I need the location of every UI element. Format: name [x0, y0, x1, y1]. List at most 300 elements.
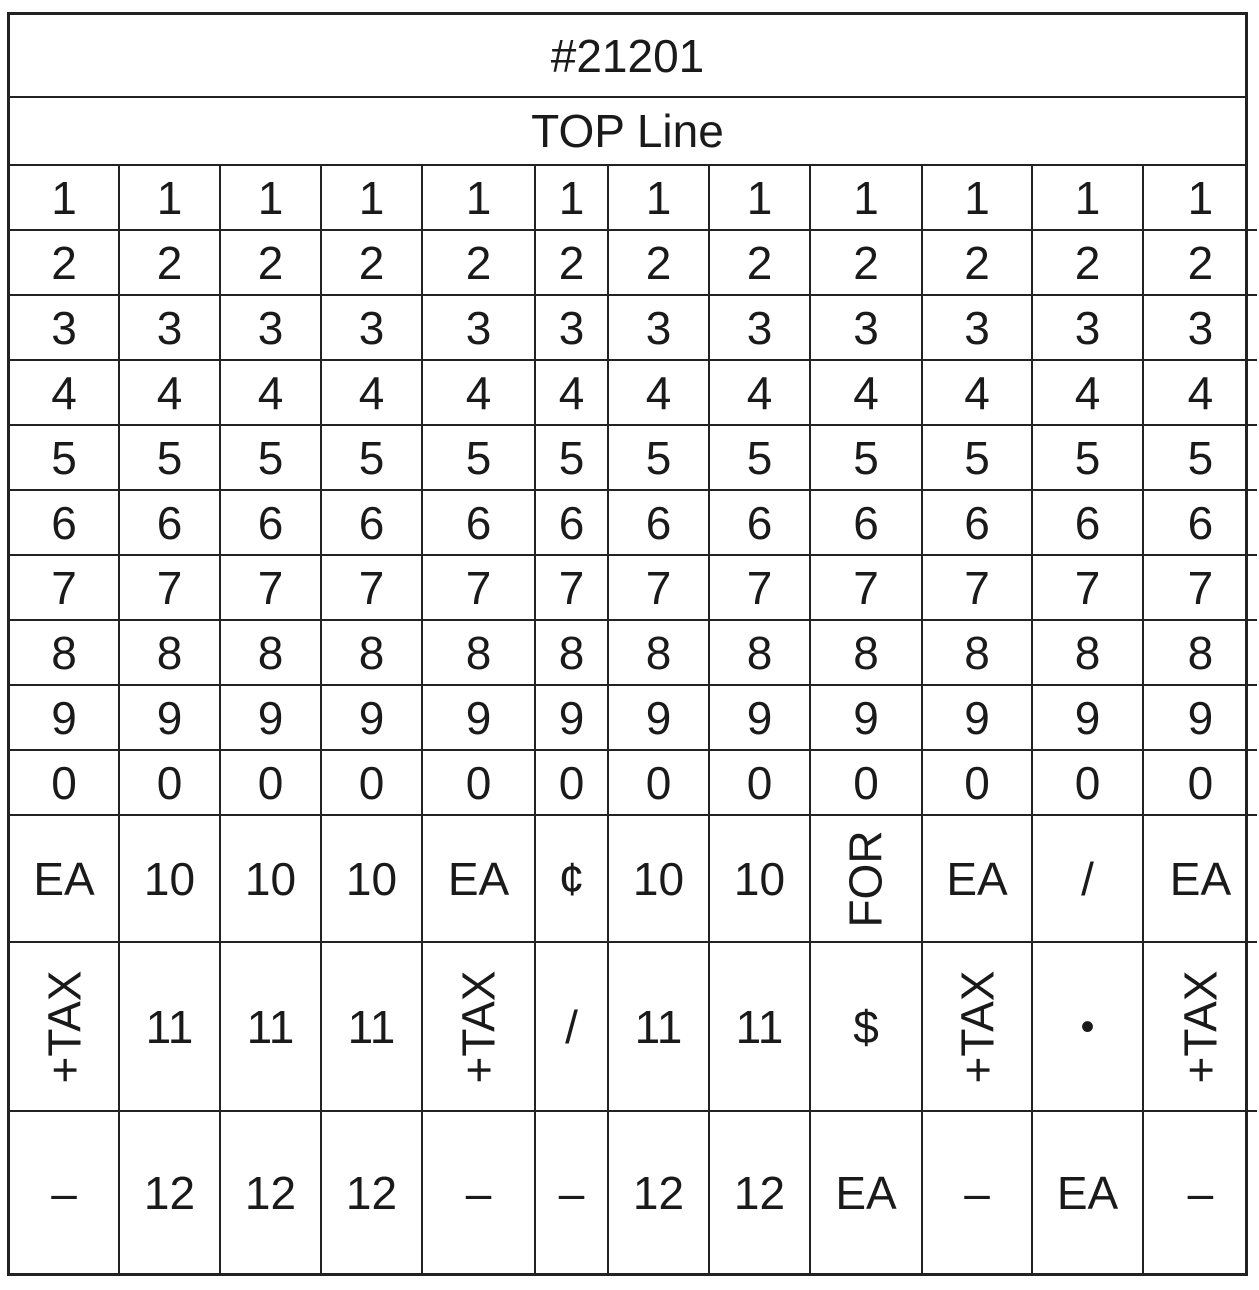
band-layout-sheet: [7, 12, 1248, 1276]
band-cell-r3-c6: [536, 296, 609, 361]
band-cell-text: 0: [853, 756, 879, 809]
band-cell-r5-c3: [221, 426, 322, 491]
band-cell-r1-c10: [923, 166, 1033, 231]
band-cell-r12-c10: [923, 943, 1033, 1112]
band-cell-r11-c2: [120, 816, 221, 943]
band-cell-r10-c2: [120, 751, 221, 816]
band-cell-r2-c9: [811, 231, 923, 296]
band-cell-text: 3: [465, 301, 492, 354]
band-cell-r10-c5: [423, 751, 536, 816]
band-cell-text: 5: [1187, 431, 1214, 484]
band-cell-text: 8: [746, 626, 773, 679]
band-cell-text: 11: [735, 1000, 784, 1053]
band-cell-r11-c9: [811, 816, 923, 943]
band-cell-text: 3: [1187, 301, 1214, 354]
band-cell-r8-c4: [322, 621, 423, 686]
band-cell-r8-c6: [536, 621, 609, 686]
band-cell-text: 9: [1074, 691, 1101, 744]
band-cell-text: 2: [465, 236, 492, 289]
band-cell-text: EA: [1056, 1166, 1119, 1219]
band-cell-text: 3: [746, 301, 773, 354]
band-cell-text: 8: [964, 626, 990, 679]
band-cell-r2-c8: [710, 231, 811, 296]
band-cell-text: 1: [645, 171, 672, 224]
band-cell-text: –: [964, 1166, 990, 1219]
band-cell-text: 10: [244, 852, 297, 905]
band-cell-text: 9: [257, 691, 284, 744]
band-cell-r6-c3: [221, 491, 322, 556]
band-cell-text: 1: [964, 171, 990, 224]
band-cell-text: 9: [645, 691, 672, 744]
band-cell-r13-c1: [10, 1112, 120, 1273]
band-cell-r12-c8: [710, 943, 811, 1112]
band-cell-text: 0: [1187, 756, 1214, 809]
band-cell-text: 7: [746, 561, 773, 614]
band-cell-r3-c12: [1144, 296, 1257, 361]
band-cell-text: 6: [558, 496, 585, 549]
band-cell-r6-c6: [536, 491, 609, 556]
band-cell-text: –: [558, 1166, 585, 1219]
band-cell-text: 0: [964, 756, 990, 809]
band-cell-r9-c8: [710, 686, 811, 751]
band-cell-r3-c3: [221, 296, 322, 361]
band-cell-r7-c4: [322, 556, 423, 621]
band-cell-text: 9: [358, 691, 385, 744]
band-cell-text: 7: [853, 561, 879, 614]
band-cell-text: –: [51, 1166, 77, 1219]
band-cell-r7-c7: [609, 556, 710, 621]
band-cell-text: 6: [1187, 496, 1214, 549]
band-cell-r6-c9: [811, 491, 923, 556]
band-cell-r8-c10: [923, 621, 1033, 686]
band-cell-text: 0: [1074, 756, 1101, 809]
band-cell-r13-c9: [811, 1112, 923, 1273]
band-cell-text: 2: [746, 236, 773, 289]
band-cell-text: 1: [746, 171, 773, 224]
band-cell-text: +TAX: [951, 970, 1004, 1083]
band-cell-r9-c2: [120, 686, 221, 751]
band-cell-r13-c7: [609, 1112, 710, 1273]
band-cell-text: 6: [51, 496, 77, 549]
band-cell-r13-c6: [536, 1112, 609, 1273]
band-cell-r12-c11: [1033, 943, 1144, 1112]
band-cell-r13-c3: [221, 1112, 322, 1273]
band-cell-text: 6: [853, 496, 879, 549]
band-cell-text: 3: [645, 301, 672, 354]
band-cell-r8-c2: [120, 621, 221, 686]
band-cell-text: 9: [853, 691, 879, 744]
band-cell-text: 12: [143, 1166, 196, 1219]
band-cell-r7-c3: [221, 556, 322, 621]
band-cell-r13-c5: [423, 1112, 536, 1273]
band-cell-text: 7: [156, 561, 183, 614]
band-cell-text: 2: [1187, 236, 1214, 289]
band-cell-r1-c11: [1033, 166, 1144, 231]
band-cell-text: 11: [246, 1000, 295, 1053]
band-cell-text: 10: [143, 852, 196, 905]
band-cell-text: +TAX: [452, 970, 505, 1083]
band-cell-r2-c11: [1033, 231, 1144, 296]
band-cell-text: 1: [465, 171, 492, 224]
band-cell-r10-c12: [1144, 751, 1257, 816]
band-cell-text: /: [565, 1000, 578, 1053]
band-cell-r13-c8: [710, 1112, 811, 1273]
band-cell-text: 0: [558, 756, 585, 809]
band-cell-text: 8: [358, 626, 385, 679]
band-cell-text: 4: [558, 366, 585, 419]
band-cell-text: 12: [733, 1166, 786, 1219]
band-cell-r13-c12: [1144, 1112, 1257, 1273]
band-cell-text: 7: [964, 561, 990, 614]
band-cell-text: 11: [145, 1000, 194, 1053]
band-cell-r2-c5: [423, 231, 536, 296]
band-cell-r4-c6: [536, 361, 609, 426]
band-cell-r12-c3: [221, 943, 322, 1112]
band-cell-text: 6: [465, 496, 492, 549]
band-cell-r7-c9: [811, 556, 923, 621]
band-cell-text: 8: [1187, 626, 1214, 679]
band-cell-text: 3: [358, 301, 385, 354]
band-cell-r6-c12: [1144, 491, 1257, 556]
band-cell-r13-c2: [120, 1112, 221, 1273]
band-cell-r1-c12: [1144, 166, 1257, 231]
band-cell-r7-c12: [1144, 556, 1257, 621]
band-cell-r4-c1: [10, 361, 120, 426]
band-cell-text: 0: [257, 756, 284, 809]
band-grid: [10, 166, 1245, 1273]
band-cell-r11-c1: [10, 816, 120, 943]
band-cell-r1-c9: [811, 166, 923, 231]
band-cell-r6-c7: [609, 491, 710, 556]
band-cell-r11-c5: [423, 816, 536, 943]
band-cell-text: 5: [358, 431, 385, 484]
band-cell-text: 5: [156, 431, 183, 484]
band-cell-r5-c9: [811, 426, 923, 491]
band-cell-r10-c7: [609, 751, 710, 816]
band-cell-text: 2: [257, 236, 284, 289]
band-cell-text: 7: [257, 561, 284, 614]
band-cell-text: 5: [964, 431, 990, 484]
band-cell-r2-c1: [10, 231, 120, 296]
band-cell-r9-c10: [923, 686, 1033, 751]
band-cell-r10-c6: [536, 751, 609, 816]
band-cell-r1-c7: [609, 166, 710, 231]
band-cell-r2-c7: [609, 231, 710, 296]
band-cell-text: 9: [964, 691, 990, 744]
band-cell-r7-c2: [120, 556, 221, 621]
band-cell-r8-c12: [1144, 621, 1257, 686]
band-cell-text: $: [853, 1000, 879, 1053]
band-cell-text: +TAX: [1174, 970, 1227, 1083]
band-cell-r10-c3: [221, 751, 322, 816]
band-cell-r6-c11: [1033, 491, 1144, 556]
band-cell-r6-c2: [120, 491, 221, 556]
band-cell-text: 0: [51, 756, 77, 809]
band-cell-r4-c11: [1033, 361, 1144, 426]
band-cell-text: 4: [465, 366, 492, 419]
band-cell-r7-c5: [423, 556, 536, 621]
band-cell-r5-c6: [536, 426, 609, 491]
band-cell-text: 7: [51, 561, 77, 614]
band-cell-text: 5: [645, 431, 672, 484]
band-cell-text: EA: [1169, 852, 1232, 905]
band-cell-text: 10: [345, 852, 398, 905]
band-cell-r13-c10: [923, 1112, 1033, 1273]
band-cell-r3-c9: [811, 296, 923, 361]
band-cell-r1-c2: [120, 166, 221, 231]
band-cell-r1-c8: [710, 166, 811, 231]
band-cell-text: 4: [51, 366, 77, 419]
band-cell-r9-c4: [322, 686, 423, 751]
band-cell-r2-c6: [536, 231, 609, 296]
band-cell-text: 6: [746, 496, 773, 549]
band-cell-text: 4: [257, 366, 284, 419]
band-cell-r10-c8: [710, 751, 811, 816]
band-cell-text: 0: [746, 756, 773, 809]
band-cell-r10-c11: [1033, 751, 1144, 816]
band-cell-r11-c10: [923, 816, 1033, 943]
band-cell-r8-c9: [811, 621, 923, 686]
band-cell-r6-c4: [322, 491, 423, 556]
band-cell-r3-c11: [1033, 296, 1144, 361]
band-cell-text: 2: [1074, 236, 1101, 289]
band-cell-r12-c12: [1144, 943, 1257, 1112]
band-cell-text: 4: [746, 366, 773, 419]
band-cell-r10-c10: [923, 751, 1033, 816]
band-cell-r13-c4: [322, 1112, 423, 1273]
band-cell-r9-c1: [10, 686, 120, 751]
band-cell-r9-c11: [1033, 686, 1144, 751]
band-cell-text: 5: [558, 431, 585, 484]
band-cell-text: 3: [1074, 301, 1101, 354]
band-cell-text: 1: [156, 171, 183, 224]
band-cell-r11-c6: [536, 816, 609, 943]
band-cell-text: +TAX: [38, 970, 91, 1083]
band-cell-r3-c8: [710, 296, 811, 361]
band-cell-r5-c12: [1144, 426, 1257, 491]
band-cell-r10-c9: [811, 751, 923, 816]
band-cell-r9-c7: [609, 686, 710, 751]
band-cell-r8-c7: [609, 621, 710, 686]
band-cell-text: 1: [1074, 171, 1101, 224]
band-cell-r8-c3: [221, 621, 322, 686]
band-cell-text: 6: [156, 496, 183, 549]
band-cell-r4-c5: [423, 361, 536, 426]
band-cell-r9-c12: [1144, 686, 1257, 751]
band-cell-r7-c11: [1033, 556, 1144, 621]
band-cell-r11-c7: [609, 816, 710, 943]
band-cell-text: 2: [358, 236, 385, 289]
band-cell-text: 1: [257, 171, 284, 224]
band-cell-r5-c10: [923, 426, 1033, 491]
band-cell-r1-c5: [423, 166, 536, 231]
band-cell-text: 9: [558, 691, 585, 744]
band-cell-r11-c11: [1033, 816, 1144, 943]
band-cell-r4-c10: [923, 361, 1033, 426]
band-cell-text: 7: [1074, 561, 1101, 614]
band-cell-text: 9: [51, 691, 77, 744]
band-cell-r4-c3: [221, 361, 322, 426]
band-cell-r8-c8: [710, 621, 811, 686]
band-cell-text: 12: [244, 1166, 297, 1219]
band-cell-text: 11: [347, 1000, 396, 1053]
band-cell-text: EA: [33, 852, 95, 905]
band-cell-text: –: [1187, 1166, 1214, 1219]
band-cell-r5-c8: [710, 426, 811, 491]
band-cell-r8-c5: [423, 621, 536, 686]
band-cell-text: •: [1080, 1004, 1095, 1049]
band-cell-r7-c8: [710, 556, 811, 621]
band-cell-r11-c8: [710, 816, 811, 943]
band-cell-text: 9: [1187, 691, 1214, 744]
band-cell-r1-c3: [221, 166, 322, 231]
band-cell-text: 9: [465, 691, 492, 744]
band-cell-r3-c10: [923, 296, 1033, 361]
band-cell-text: 6: [1074, 496, 1101, 549]
band-cell-r1-c1: [10, 166, 120, 231]
band-cell-text: 9: [746, 691, 773, 744]
band-cell-text: 7: [558, 561, 585, 614]
band-cell-text: FOR: [839, 829, 892, 928]
band-cell-text: 12: [632, 1166, 685, 1219]
band-cell-r3-c4: [322, 296, 423, 361]
band-cell-r7-c10: [923, 556, 1033, 621]
band-cell-r5-c5: [423, 426, 536, 491]
model-number: #21201: [10, 15, 1245, 98]
band-cell-r5-c4: [322, 426, 423, 491]
band-cell-r12-c6: [536, 943, 609, 1112]
band-cell-r2-c3: [221, 231, 322, 296]
band-cell-text: 7: [645, 561, 672, 614]
band-cell-r8-c1: [10, 621, 120, 686]
band-cell-text: 8: [465, 626, 492, 679]
band-cell-text: 6: [645, 496, 672, 549]
band-cell-text: 4: [1074, 366, 1101, 419]
band-cell-text: 1: [358, 171, 385, 224]
band-cell-r8-c11: [1033, 621, 1144, 686]
band-cell-r6-c1: [10, 491, 120, 556]
band-cell-r12-c7: [609, 943, 710, 1112]
band-cell-text: 8: [51, 626, 77, 679]
band-cell-text: 4: [964, 366, 990, 419]
band-cell-r10-c1: [10, 751, 120, 816]
band-cell-r13-c11: [1033, 1112, 1144, 1273]
band-cell-text: EA: [946, 852, 1008, 905]
band-cell-r12-c1: [10, 943, 120, 1112]
band-cell-text: 6: [964, 496, 990, 549]
band-cell-r3-c7: [609, 296, 710, 361]
band-cell-r9-c6: [536, 686, 609, 751]
band-cell-text: 1: [51, 171, 77, 224]
band-cell-r3-c5: [423, 296, 536, 361]
band-cell-r6-c10: [923, 491, 1033, 556]
band-cell-text: 0: [465, 756, 492, 809]
band-cell-r11-c3: [221, 816, 322, 943]
band-cell-r4-c2: [120, 361, 221, 426]
band-cell-text: 3: [257, 301, 284, 354]
band-cell-text: EA: [835, 1166, 897, 1219]
band-cell-r6-c8: [710, 491, 811, 556]
band-cell-r12-c4: [322, 943, 423, 1112]
line-title: TOP Line: [10, 98, 1245, 166]
band-cell-text: 11: [634, 1000, 683, 1053]
band-cell-text: 2: [645, 236, 672, 289]
band-cell-text: 7: [358, 561, 385, 614]
band-cell-text: 2: [964, 236, 990, 289]
band-cell-text: 9: [156, 691, 183, 744]
band-cell-text: 8: [645, 626, 672, 679]
band-cell-r9-c5: [423, 686, 536, 751]
band-cell-r9-c9: [811, 686, 923, 751]
band-cell-r4-c9: [811, 361, 923, 426]
band-cell-text: 0: [156, 756, 183, 809]
band-cell-r5-c1: [10, 426, 120, 491]
band-cell-text: 8: [1074, 626, 1101, 679]
band-cell-text: 2: [156, 236, 183, 289]
band-cell-r4-c8: [710, 361, 811, 426]
band-cell-text: 6: [358, 496, 385, 549]
band-cell-r12-c2: [120, 943, 221, 1112]
band-cell-r1-c4: [322, 166, 423, 231]
band-cell-text: 4: [358, 366, 385, 419]
band-cell-r4-c12: [1144, 361, 1257, 426]
band-cell-text: 1: [558, 171, 585, 224]
band-cell-r7-c1: [10, 556, 120, 621]
band-cell-text: 1: [1187, 171, 1214, 224]
band-cell-text: 3: [964, 301, 990, 354]
band-cell-r4-c7: [609, 361, 710, 426]
band-cell-text: 1: [853, 171, 879, 224]
band-cell-text: 2: [51, 236, 77, 289]
band-cell-r10-c4: [322, 751, 423, 816]
band-cell-text: 5: [465, 431, 492, 484]
band-cell-r5-c7: [609, 426, 710, 491]
band-cell-text: 4: [853, 366, 879, 419]
band-cell-text: /: [1081, 852, 1094, 905]
band-cell-r5-c2: [120, 426, 221, 491]
band-cell-text: 3: [853, 301, 879, 354]
band-cell-text: 3: [51, 301, 77, 354]
band-cell-text: 3: [558, 301, 585, 354]
band-cell-text: 12: [345, 1166, 398, 1219]
band-cell-text: ¢: [558, 852, 585, 905]
band-cell-r3-c1: [10, 296, 120, 361]
band-cell-text: 7: [1187, 561, 1214, 614]
band-cell-text: 0: [358, 756, 385, 809]
band-cell-text: 2: [558, 236, 585, 289]
band-cell-text: 4: [1187, 366, 1214, 419]
band-cell-r3-c2: [120, 296, 221, 361]
band-cell-text: 8: [558, 626, 585, 679]
band-cell-text: 4: [156, 366, 183, 419]
band-cell-text: 5: [51, 431, 77, 484]
band-cell-r5-c11: [1033, 426, 1144, 491]
band-cell-text: –: [465, 1166, 492, 1219]
band-cell-text: 5: [853, 431, 879, 484]
band-cell-r2-c2: [120, 231, 221, 296]
band-cell-text: 8: [853, 626, 879, 679]
band-cell-r2-c4: [322, 231, 423, 296]
band-cell-text: 0: [645, 756, 672, 809]
band-cell-text: 7: [465, 561, 492, 614]
band-cell-text: 10: [632, 852, 685, 905]
band-cell-text: 6: [257, 496, 284, 549]
band-cell-text: 2: [853, 236, 879, 289]
band-cell-r6-c5: [423, 491, 536, 556]
band-cell-text: 10: [733, 852, 786, 905]
band-cell-r12-c5: [423, 943, 536, 1112]
band-cell-text: 4: [645, 366, 672, 419]
